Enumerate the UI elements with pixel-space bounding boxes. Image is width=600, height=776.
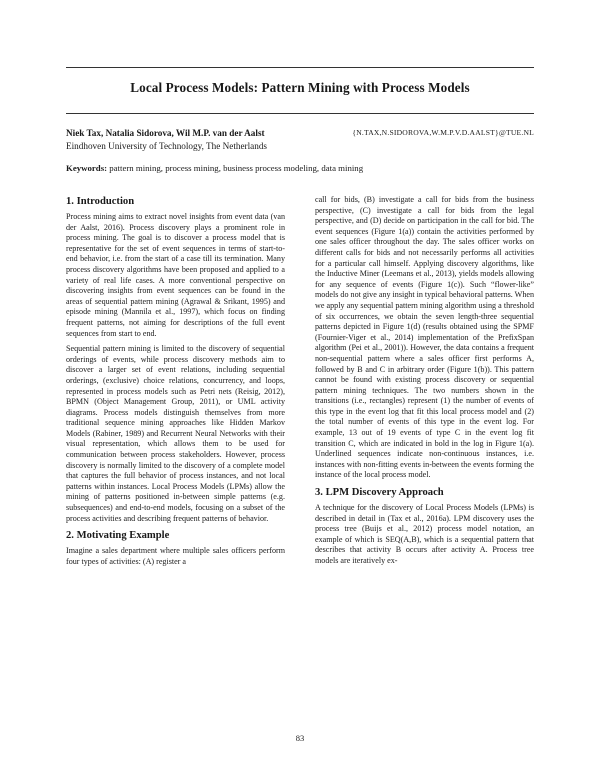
keywords-label: Keywords:: [66, 163, 108, 173]
section-heading-motivating-example: 2. Motivating Example: [66, 530, 170, 542]
paragraph: Imagine a sales department where multiple sales officers perform four types of activities: (A) register a: [66, 546, 285, 566]
paragraph: A technique for the discovery of Local Process Models (LPMs) is described in detail in (Tax et al., 2016a). LPM discovery uses the process tree (Buijs et al., 2012) process model notation, an example of which is SEQ(A,B), which is a sequential pattern that describes that activity B occurs after activity A. Process tree models are iteratively ex-: [315, 503, 534, 565]
keywords: [66, 163, 534, 173]
page-number: 83: [295, 733, 305, 743]
paragraph: Sequential pattern mining is limited to the discovery of sequential orderings of events, while process discovery methods aim to discover a larger set of event relations, including sequential orderings, (exclusive) choice relations, concurrency, and loops, represented in process models such as Petri nets (Reisig, 2012), BPMN (Object Management Group, 2011), or UML activity diagrams. Process models distinguish themselves from more traditional sequence mining approaches like Hidden Markov Models (Rabiner, 1989) and Recurrent Neural Networks with their visual representation, which allows them to be used for communication between process stakeholders. However, process discovery is normally limited to the discovery of a complete model that captures the full behavior of process instances, and not local patterns within instances. Local Process Models (LPMs) allow the mining of patterns positioned in-between simple patterns (e.g. subsequences) and end-to-end models, focusing on a subset of the process activities and describing frequent patterns of behavior.: [66, 344, 285, 523]
section-heading-introduction: 1. Introduction: [66, 196, 135, 207]
author-email: {N.TAX,N.SIDOROVA,W.M.P.V.D.AALST}@TUE.NL: [352, 128, 534, 137]
section-heading-lpm-discovery: 3. LPM Discovery Approach: [315, 487, 444, 499]
paragraph: call for bids, (B) investigate a call for bids from the business perspective, (C) investigate a call for bids from the legal perspective, and (D) decide on participation in the call for bid. The event sequences (Figure 1(a)) contain the activities performed by one sales officer throughout the day. The sales officer works on different calls for bids and not necessarily performs all activities for a particular call himself. Applying discovery algorithms, like the Inductive Miner (Leemans et al., 2013), yields models allowing for any sequence of events (Figure 1(c)). Such “flower-like” models do not give any insight in typical behavioral patterns. When we apply any sequential pattern mining algorithm using a threshold of six occurrences, we obtain the seven length-three sequential patterns depicted in Figure 1(d) (results obtained using the SPMF (Fournier-Viger et al., 2014) implementation of the PrefixSpan algorithm (Pei et al., 2001)). However, the data contains a frequent non-sequential pattern where a sales officer first performs A, followed by B and C in arbitrary order (Figure 1(b)). This pattern cannot be found with existing process discovery or sequential pattern mining techniques. The two numbers shown in the transitions (i.e., rectangles) represent (1) the number of events of this type in the event log that fit this local process model and (2) the total number of events of this type in the event log. For example, 13 out of 19 events of type C in the event log fit transition C, which are indicated in bold in the log in Figure 1(a). Underlined sequences indicate non-continuous instances, i.e. instances with non-fitting events in-between the events forming the instance of the local process model.: [315, 195, 535, 480]
top-rule: [66, 67, 534, 68]
left-column: [66, 195, 285, 572]
bottom-rule: [66, 113, 534, 114]
author-names: Niek Tax, Natalia Sidorova, Wil M.P. van der Aalst: [66, 128, 265, 138]
paper-title: Local Process Models: Pattern Mining with Process Models: [130, 80, 470, 95]
paragraph: Process mining aims to extract novel insights from event data (van der Aalst, 2016). Process discovery plays a prominent role in process mining. The goal is to discover a process model that is representative for the set of event sequences in terms of start-to-end behavior, i.e. from the start of a case till its termination. Many process discovery algorithms have been proposed and applied to a variety of real life cases. A more conventional perspective on discovering insights from event sequences can be found in the areas of sequential pattern mining (Agrawal & Srikant, 1995) and episode mining (Mannila et al., 1997), which focus on finding frequent patterns, not aiming for descriptions of the full event sequences from start to end.: [66, 212, 285, 338]
keywords-list: pattern mining, process mining, business process modeling, data mining: [109, 163, 364, 173]
right-column: [315, 195, 534, 572]
author-block: [66, 128, 534, 151]
affiliation: Eindhoven University of Technology, The Netherlands: [66, 141, 268, 151]
